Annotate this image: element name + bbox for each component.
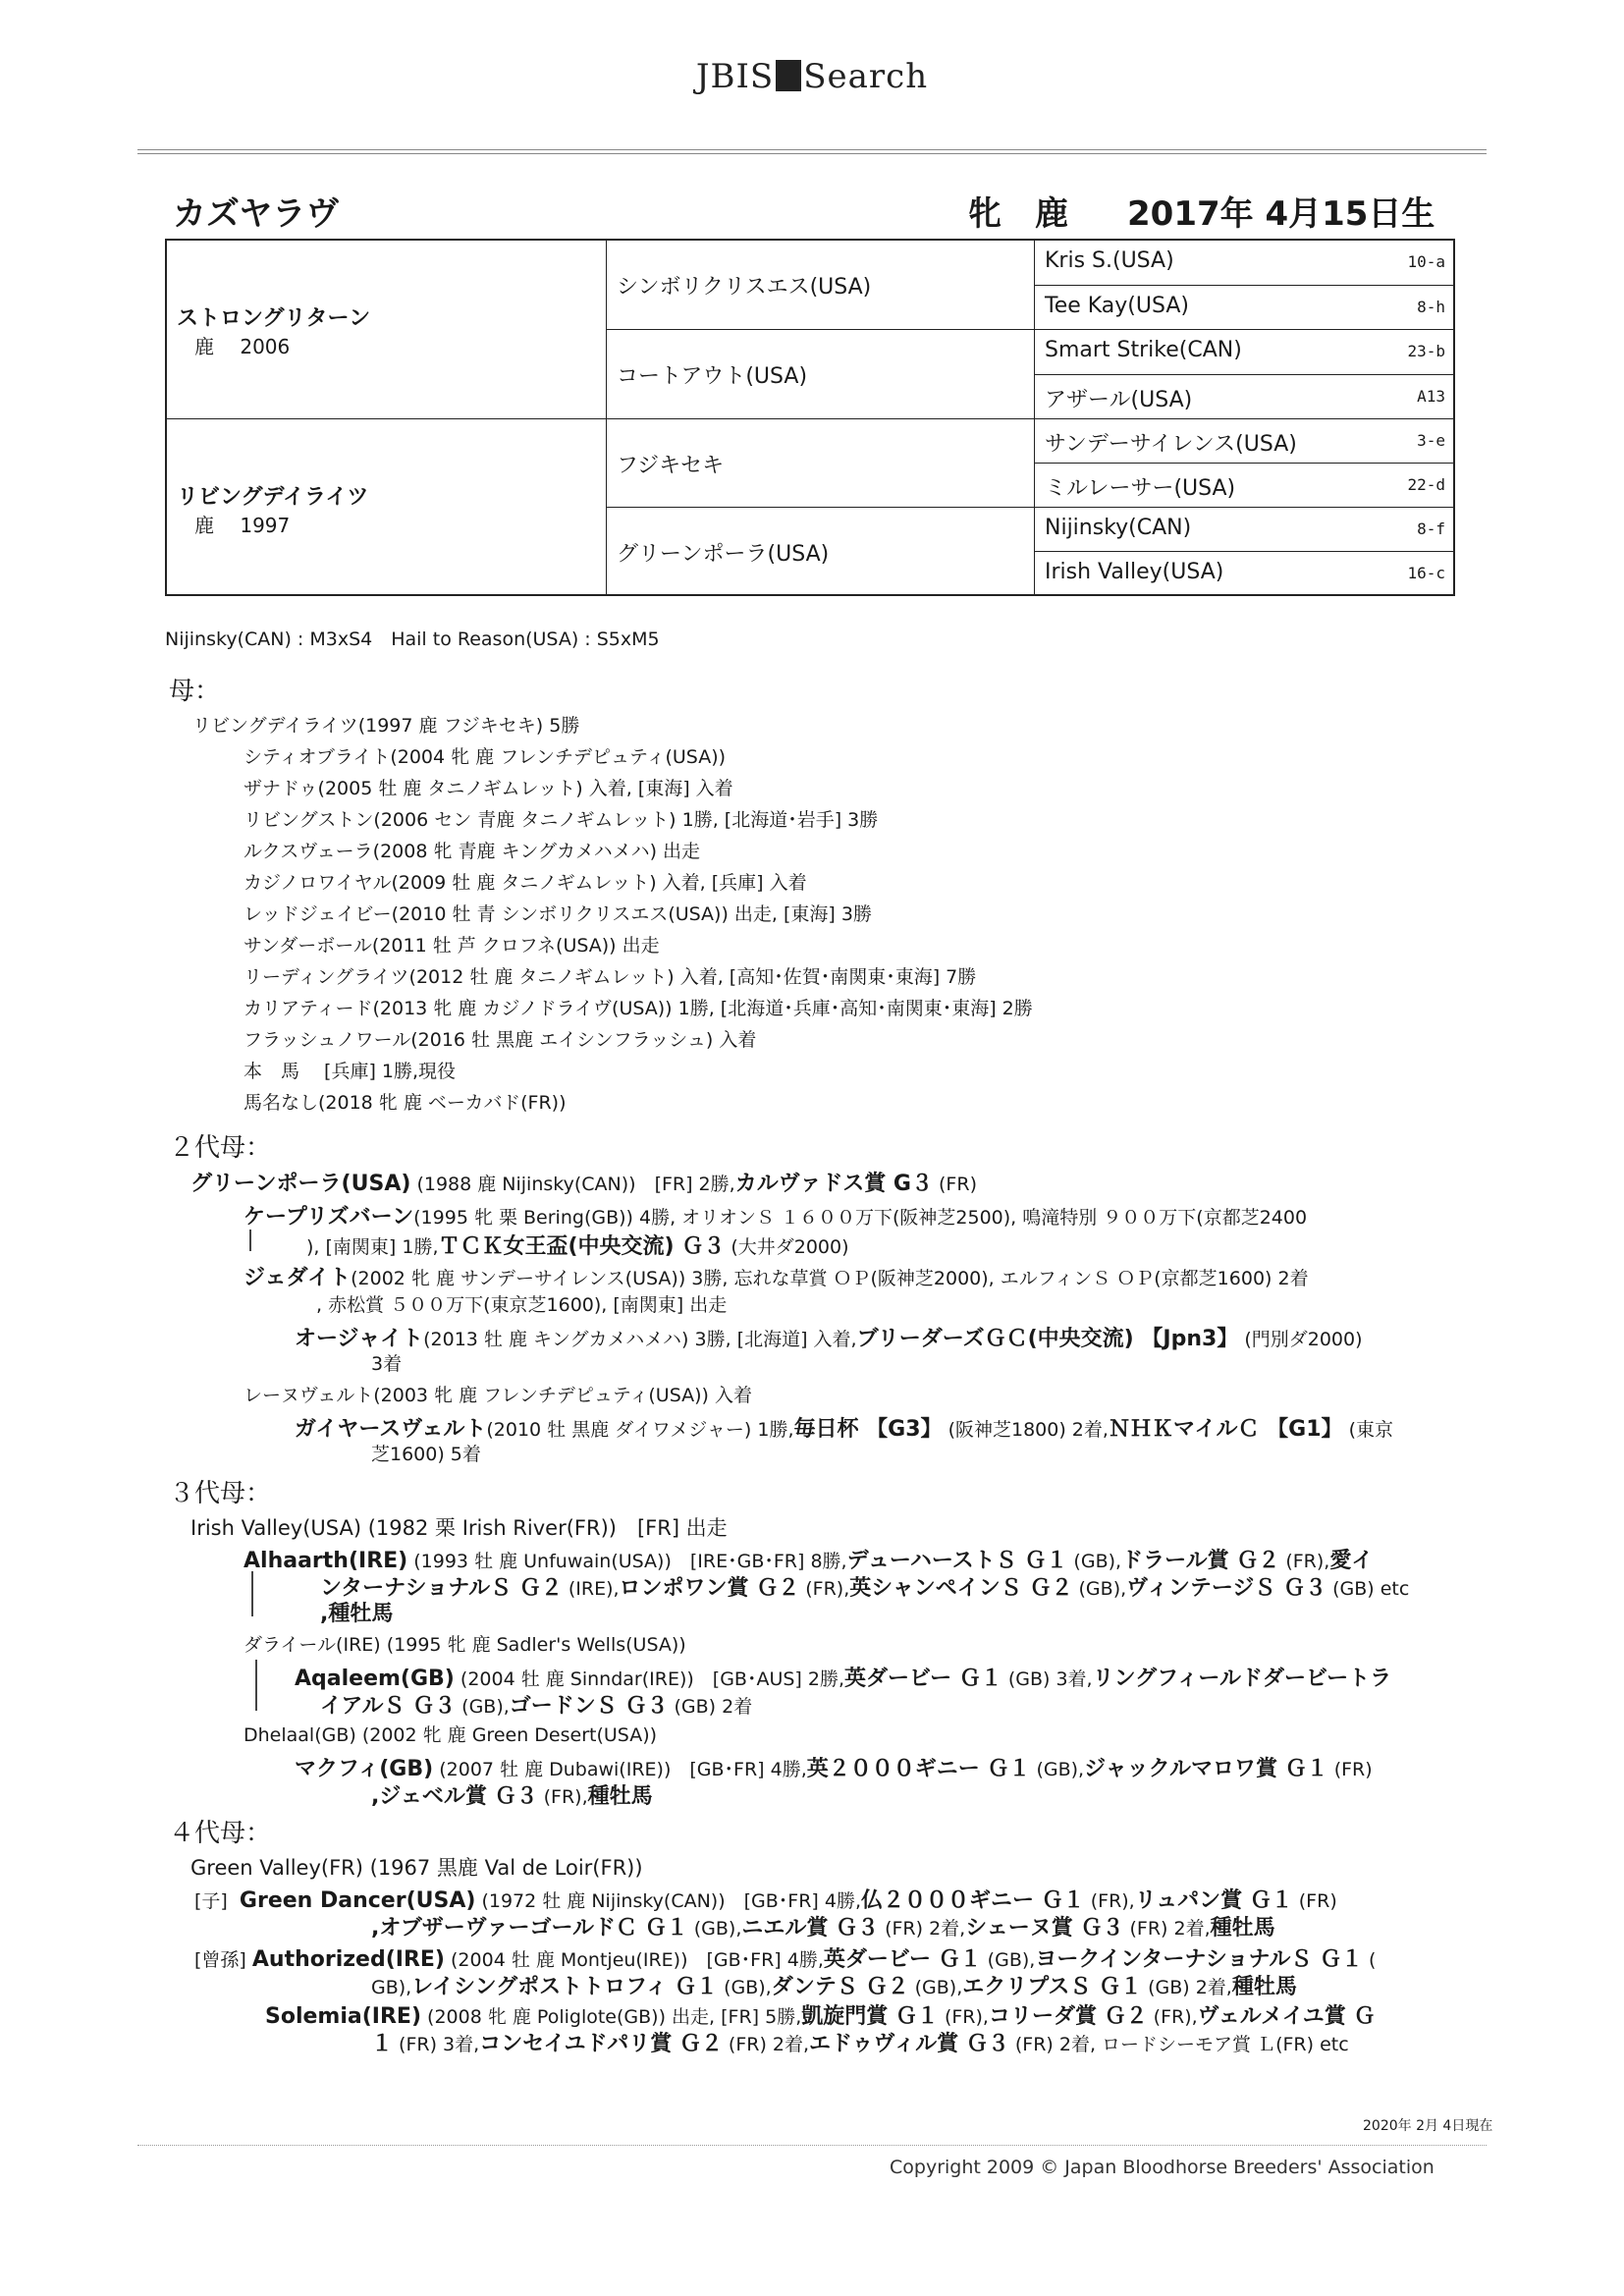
section-dam-label: 母： xyxy=(169,677,221,706)
horse-name: カズヤラヴ xyxy=(173,194,340,234)
dam-record: リビングデイライツ(1997 鹿 フジキセキ) 5勝 xyxy=(192,715,580,737)
pedigree-g3-cell xyxy=(1035,419,1453,464)
pedigree-g3-name: Smart Strike(CAN) xyxy=(1045,338,1242,362)
dam-offspring-line: カリアティード(2013 牝 鹿 カジノドライヴ(USA)) 1勝, [北海道･兵庫･高知･南関東･東海] 2勝 xyxy=(244,998,1033,1019)
g4-offspring-line: Aqaleem(GB) (2004 牡 鹿 Sinndar(IRE)) [GB･AUS] 2勝,英ダービー Ｇ１ (GB) 3着,リングフィールドダービートラ xyxy=(295,1667,1392,1691)
g2-offspring-line: ジェダイト(2002 牝 鹿 サンデーサイレンス(USA)) 3勝, 忘れな草賞 ＯＰ(阪神芝2000), エルフィンＳ ＯＰ(京都芝1600) 2着 xyxy=(244,1266,1309,1290)
g3-offspring-line: Alhaarth(IRE) (1993 牡 鹿 Unfuwain(USA)) [IRE･GB･FR] 8勝,デューハーストＳ Ｇ１ (GB),ドラール賞 Ｇ２ (FR),愛イ xyxy=(244,1549,1374,1573)
pedigree-family-number: 23-b xyxy=(1407,342,1445,360)
sire-info: 鹿 2006 xyxy=(194,335,291,358)
g4-descendant-line-cont: １ (FR) 3着,コンセイユドパリ賞 Ｇ２ (FR) 2着,エドゥヴィル賞 Ｇ３ (FR) 2着, ロードシーモア賞 Ｌ(FR) etc xyxy=(371,2032,1349,2056)
pedigree-family-number: 8-h xyxy=(1417,298,1445,316)
pedigree-g3-cell xyxy=(1035,286,1453,330)
g3-dam-line: Irish Valley(USA) (1982 栗 Irish River(FR)) [FR] 出走 xyxy=(190,1516,728,1540)
g2-offspring-line-cont: ), [南関東] 1勝,ＴＣＫ女王盃(中央交流) Ｇ３ (大井ダ2000) xyxy=(306,1234,849,1259)
g3-offspring-line-cont: 芝1600) 5着 xyxy=(371,1444,481,1465)
horse-sex: 牝 xyxy=(968,194,1001,234)
pedigree-g3-name: Kris S.(USA) xyxy=(1045,248,1174,273)
pedigree-sire-cell xyxy=(167,241,607,419)
dam-offspring-line: 本 馬 [兵庫] 1勝,現役 xyxy=(244,1061,457,1082)
dam-offspring-line: カジノロワイヤル(2009 牡 鹿 タニノギムレット) 入着, [兵庫] 入着 xyxy=(244,872,807,894)
pedigree-g2-cell xyxy=(607,419,1035,508)
logo-search-text: Search xyxy=(803,57,929,96)
pedigree-g3-cell xyxy=(1035,552,1453,596)
pedigree-g3-name: サンデーサイレンス(USA) xyxy=(1045,432,1297,457)
pedigree-g3-name: Tee Kay(USA) xyxy=(1045,294,1189,318)
g4-offspring-line: マクフィ(GB) (2007 牡 鹿 Dubawi(IRE)) [GB･FR] 4勝,英２０００ギニー Ｇ１ (GB),ジャックルマロワ賞 Ｇ１ (FR) xyxy=(295,1757,1373,1781)
g3-offspring-line: Dhelaal(GB) (2002 牝 鹿 Green Desert(USA)) xyxy=(244,1724,658,1746)
pedigree-g2-name: コートアウト(USA) xyxy=(617,364,808,389)
pedigree-family-number: 22-d xyxy=(1407,475,1445,494)
descendant-bar xyxy=(255,1660,257,1711)
jbis-search-logo xyxy=(0,57,1624,96)
g4-descendant-line: [曾孫] Authorized(IRE) (2004 牡 鹿 Montjeu(IRE)) [GB･FR] 4勝,英ダービー Ｇ１ (GB),ヨークインターナショナルＳ Ｇ１ ( xyxy=(194,1947,1377,1972)
pedigree-g3-cell xyxy=(1035,241,1453,286)
g4-dam-line: Green Valley(FR) (1967 黒鹿 Val de Loir(FR)) xyxy=(190,1856,643,1880)
g4-descendant-line-cont: GB),レイシングポストトロフィ Ｇ１ (GB),ダンテＳ Ｇ２ (GB),エクリプスＳ Ｇ１ (GB) 2着,種牡馬 xyxy=(371,1975,1297,1999)
pedigree-g3-name: アザール(USA) xyxy=(1045,388,1193,412)
g2-offspring-line-cont: , 赤松賞 ５００万下(東京芝1600), [南関東] 出走 xyxy=(316,1294,728,1316)
g3-offspring-line-cont: ,種牡馬 xyxy=(320,1602,394,1626)
pedigree-dam-cell xyxy=(167,419,607,596)
dam-name: リビングデイライツ xyxy=(177,485,369,510)
sire-name: ストロングリターン xyxy=(177,306,371,331)
pedigree-g2-cell xyxy=(607,241,1035,330)
g3-offspring-line: オージャイト(2013 牡 鹿 キングカメハメハ) 3勝, [北海道] 入着,ブリーダーズＧＣ(中央交流) 【Jpn3】 (門別ダ2000) xyxy=(295,1327,1363,1351)
dam-offspring-line: フラッシュノワール(2016 牡 黒鹿 エイシンフラッシュ) 入着 xyxy=(244,1029,757,1051)
header-rule xyxy=(137,153,1487,154)
section-g2-label: ２代母： xyxy=(169,1133,272,1163)
pedigree-g3-name: Irish Valley(USA) xyxy=(1045,560,1224,584)
g4-descendant-line: Solemia(IRE) (2008 牝 鹿 Poliglote(GB)) 出走, [FR] 5勝,凱旋門賞 Ｇ１ (FR),コリーダ賞 Ｇ２ (FR),ヴェルメイユ賞 Ｇ xyxy=(265,2004,1376,2029)
dam-offspring-line: リビングストン(2006 セン 青鹿 タニノギムレット) 1勝, [北海道･岩手] 3勝 xyxy=(244,809,879,831)
pedigree-g3-name: Nijinsky(CAN) xyxy=(1045,516,1192,540)
pedigree-g3-cell xyxy=(1035,330,1453,375)
pedigree-family-number: 10-a xyxy=(1407,252,1445,271)
section-g3-label: ３代母： xyxy=(169,1479,272,1508)
g3-offspring-line-cont: 3着 xyxy=(371,1353,403,1375)
horse-birth-date: 2017年 4月15日生 xyxy=(1127,194,1435,234)
pedigree-family-number: 8-f xyxy=(1417,519,1445,538)
g2-dam-line: グリーンポーラ(USA) (1988 鹿 Nijinsky(CAN)) [FR] 2勝,カルヴァドス賞 G３ (FR) xyxy=(190,1172,977,1196)
pedigree-g2-name: フジキセキ xyxy=(617,454,725,478)
descendant-bar xyxy=(251,1571,253,1616)
dam-offspring-line: リーディングライツ(2012 牡 鹿 タニノギムレット) 入着, [高知･佐賀･南関東･東海] 7勝 xyxy=(244,966,977,988)
dam-offspring-line: シティオブライト(2004 牝 鹿 フレンチデピュティ(USA)) xyxy=(244,746,727,768)
dam-info: 鹿 1997 xyxy=(194,514,291,537)
g4-offspring-line-cont: ,ジェベル賞 Ｇ３ (FR),種牡馬 xyxy=(371,1784,653,1809)
g3-offspring-line: ダライール(IRE) (1995 牝 鹿 Sadler's Wells(USA)) xyxy=(244,1634,686,1656)
pedigree-g3-cell xyxy=(1035,375,1453,419)
pedigree-g3-cell xyxy=(1035,508,1453,552)
pedigree-g3-name: ミルレーサー(USA) xyxy=(1045,476,1236,501)
g3-offspring-line-cont: ンターナショナルＳ Ｇ２ (IRE),ロンポワン賞 Ｇ２ (FR),英シャンペインＳ Ｇ２ (GB),ヴィンテージＳ Ｇ３ (GB) etc xyxy=(320,1576,1410,1601)
g3-offspring-line: ガイヤースヴェルト(2010 牡 黒鹿 ダイワメジャー) 1勝,毎日杯 【G3】 (阪神芝1800) 2着,ＮＨＫマイルＣ 【G1】 (東京 xyxy=(295,1417,1393,1442)
pedigree-family-number: 3-e xyxy=(1417,431,1445,450)
descendant-bar xyxy=(249,1230,251,1251)
dam-offspring-line: 馬名なし(2018 牝 鹿 ベーカバド(FR)) xyxy=(244,1092,567,1114)
g4-offspring-line-cont: イアルＳ Ｇ３ (GB),ゴードンＳ Ｇ３ (GB) 2着 xyxy=(320,1694,753,1719)
dam-offspring-line: ザナドゥ(2005 牡 鹿 タニノギムレット) 入着, [東海] 入着 xyxy=(244,778,733,799)
footer-rule xyxy=(137,2145,1487,2146)
pedigree-g2-name: グリーンポーラ(USA) xyxy=(617,542,830,567)
pedigree-table xyxy=(165,239,1455,596)
inbreeding-note: Nijinsky(CAN) : M3xS4 Hail to Reason(USA) : S5xM5 xyxy=(165,629,660,650)
g2-offspring-line: レーヌヴェルト(2003 牝 鹿 フレンチデピュティ(USA)) 入着 xyxy=(244,1385,752,1406)
as-of-date: 2020年 2月 4日現在 xyxy=(1363,2118,1493,2134)
dam-offspring-line: ルクスヴェーラ(2008 牝 青鹿 キングカメハメハ) 出走 xyxy=(244,841,701,862)
dam-offspring-line: サンダーボール(2011 牡 芦 クロフネ(USA)) 出走 xyxy=(244,935,660,957)
header-rule xyxy=(137,149,1487,150)
copyright-notice: Copyright 2009 © Japan Bloodhorse Breeders' Association xyxy=(890,2157,1435,2178)
pedigree-g2-cell xyxy=(607,508,1035,596)
logo-jbis-text: JBIS xyxy=(695,57,775,96)
section-g4-label: ４代母： xyxy=(169,1819,272,1848)
g2-dam-name: グリーンポーラ(USA) xyxy=(190,1172,411,1196)
pedigree-g2-name: シンボリクリスエス(USA) xyxy=(617,275,872,300)
horse-search-icon xyxy=(776,60,801,91)
dam-offspring-line: レッドジェイビー(2010 牡 青 シンボリクリスエス(USA)) 出走, [東海] 3勝 xyxy=(244,903,872,925)
g2-offspring-line: ケープリズバーン(1995 牝 栗 Bering(GB)) 4勝, オリオンＳ １６００万下(阪神芝2500), 鳴滝特別 ９００万下(京都芝2400 xyxy=(244,1205,1308,1230)
pedigree-g2-cell xyxy=(607,330,1035,419)
pedigree-family-number: A13 xyxy=(1417,387,1445,406)
pedigree-g3-cell xyxy=(1035,464,1453,508)
g4-descendant-line: [子] Green Dancer(USA) (1972 牡 鹿 Nijinsky(CAN)) [GB･FR] 4勝,仏２０００ギニー Ｇ１ (FR),リュパン賞 Ｇ１ (FR) xyxy=(194,1888,1337,1913)
g4-descendant-line-cont: ,オブザーヴァーゴールドＣ Ｇ１ (GB),ニエル賞 Ｇ３ (FR) 2着,シェーヌ賞 Ｇ３ (FR) 2着,種牡馬 xyxy=(371,1916,1275,1941)
horse-color: 鹿 xyxy=(1035,194,1068,234)
pedigree-family-number: 16-c xyxy=(1407,564,1445,582)
